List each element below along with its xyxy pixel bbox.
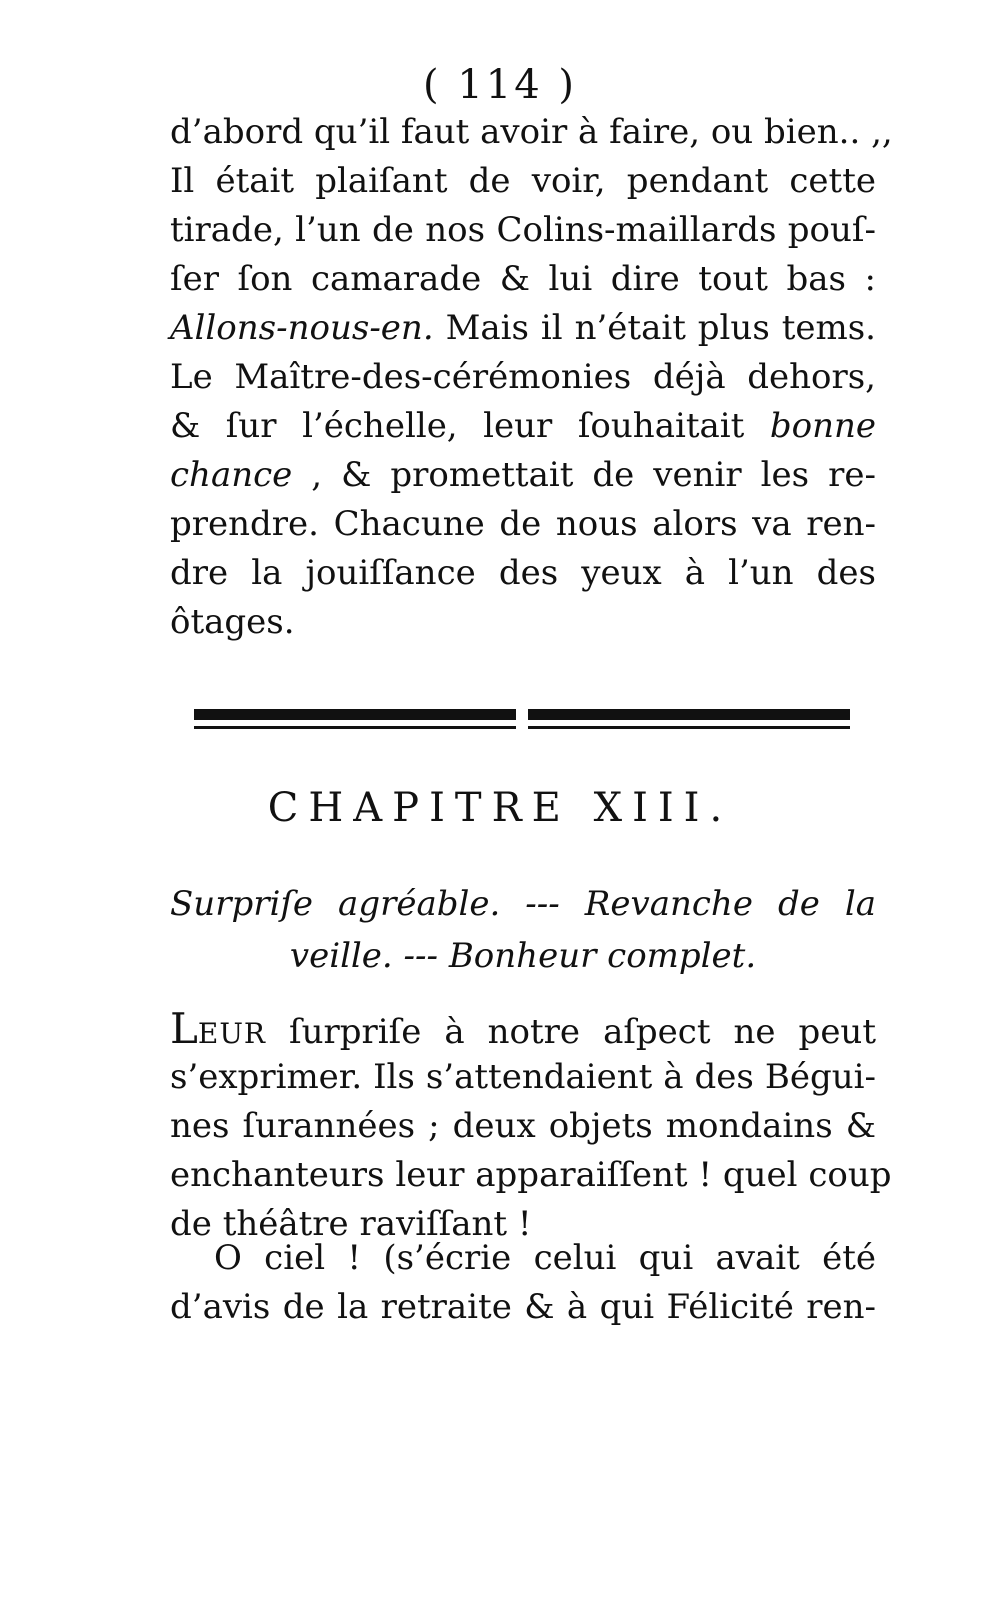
text-line: s’exprimer. Ils s’attendaient à des Bégui- — [170, 1057, 876, 1097]
subtitle-line: Surpriſe agréable. --- Revanche de la — [170, 884, 876, 924]
italic-text: chance — [170, 455, 293, 495]
text-line: nes ſurannées ; deux objets mondains & — [170, 1106, 876, 1146]
italic-text: Allons-nous-en. — [170, 308, 434, 348]
paragraph-top — [170, 108, 893, 647]
rule-thick-bar — [528, 709, 850, 720]
rule-right — [528, 709, 850, 733]
text-line: enchanteurs leur apparaiſſent ! quel coup — [170, 1155, 892, 1195]
text-line: dre la jouiſſance des yeux à l’un des — [170, 553, 876, 593]
rule-left — [194, 709, 516, 733]
paragraph-final — [170, 1234, 876, 1332]
text-line — [170, 451, 876, 500]
text-fragment: , & promettait de venir les re- — [292, 455, 876, 495]
paragraph-bottom — [170, 1004, 892, 1249]
text-line: Il était plaiſant de voir, pendant cette — [170, 161, 876, 201]
text-line — [170, 1004, 876, 1053]
small-caps-text: EUR — [197, 1017, 267, 1050]
ornamental-rule — [194, 709, 858, 733]
rule-thick-bar — [194, 709, 516, 720]
text-line — [170, 402, 876, 451]
subtitle-line: veille. --- Bonheur complet. — [289, 936, 757, 976]
text-line: prendre. Chacune de nous alors va ren- — [170, 504, 876, 544]
text-line: tirade, l’un de nos Colins-maillards pouſ- — [170, 210, 876, 250]
chapter-subtitle — [170, 878, 876, 982]
text-line: O ciel ! (s’écrie celui qui avait été — [214, 1238, 876, 1278]
text-line: de théâtre raviſſant ! — [170, 1204, 532, 1244]
text-line — [170, 304, 876, 353]
page-number: ( 114 ) — [423, 62, 577, 108]
rule-thin-bar — [194, 726, 516, 729]
text-line: Le Maître-des-cérémonies déjà dehors, — [170, 357, 876, 397]
chapter-heading: CHAPITRE XIII. — [267, 785, 733, 831]
text-fragment: Mais il n’était plus tems. — [433, 308, 876, 348]
text-line: d’abord qu’il faut avoir à faire, ou bien.. ,, — [170, 112, 893, 152]
text-line: ſer ſon camarade & lui dire tout bas : — [170, 259, 876, 299]
italic-text: bonne — [769, 406, 876, 446]
text-fragment: & ſur l’échelle, leur ſouhaitait — [170, 406, 770, 446]
text-fragment: ſurpriſe à notre aſpect ne peut — [266, 1012, 876, 1052]
drop-cap: L — [170, 1004, 198, 1053]
text-line: d’avis de la retraite & à qui Félicité ren- — [170, 1287, 876, 1327]
rule-thin-bar — [528, 726, 850, 729]
text-line: ôtages. — [170, 602, 295, 642]
